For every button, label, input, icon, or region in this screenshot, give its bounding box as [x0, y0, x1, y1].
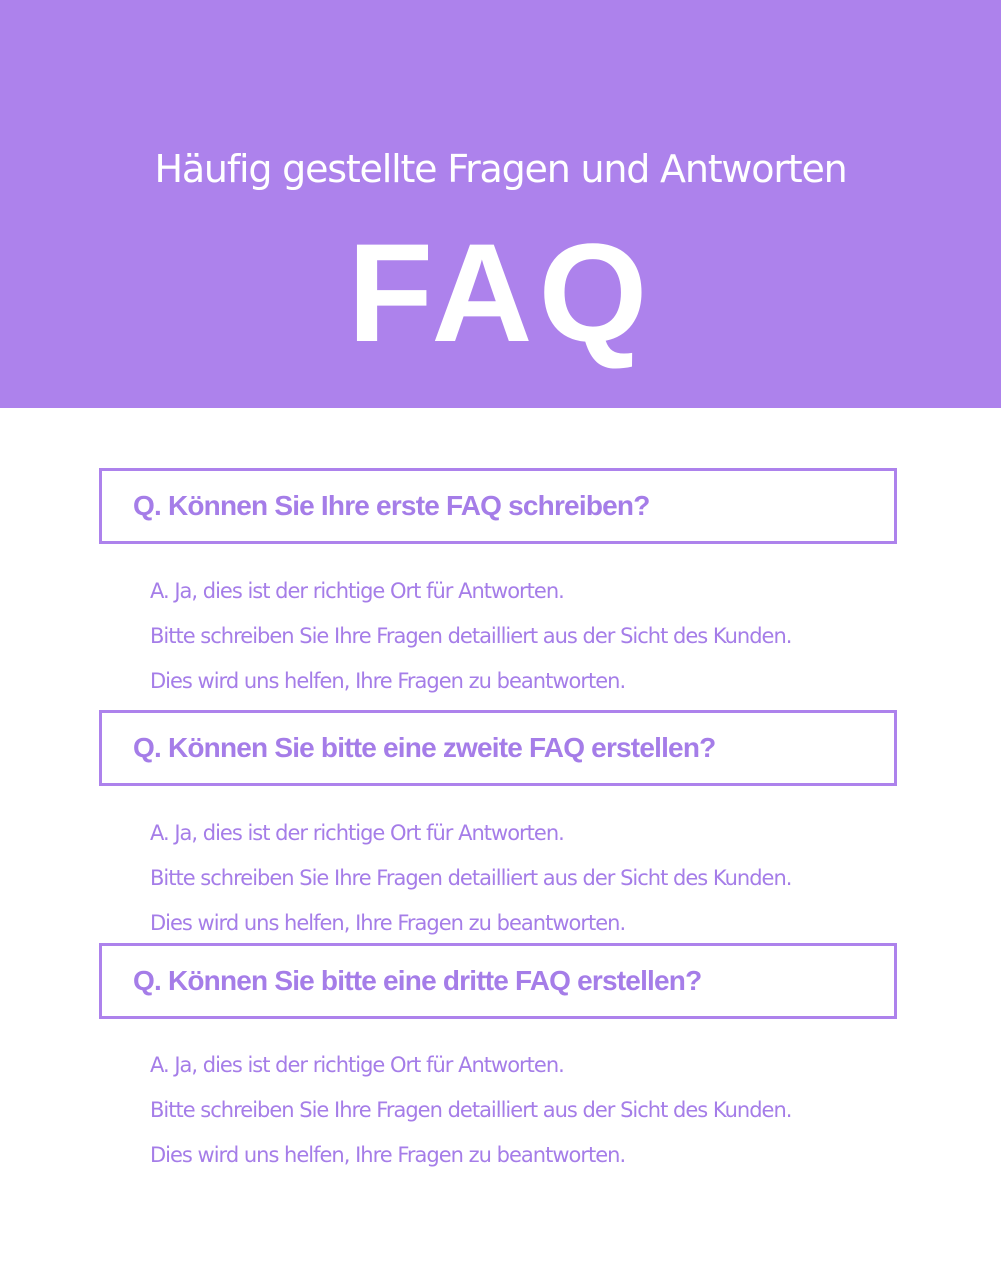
faq-answer-2 — [150, 811, 880, 946]
header-subtitle: Häufig gestellte Fragen und Antworten — [154, 147, 847, 191]
faq-answer-1 — [150, 569, 880, 704]
faq-question-2[interactable] — [99, 710, 897, 786]
header-title: FAQ — [347, 214, 654, 371]
faq-answer-3-line-2: Bitte schreiben Sie Ihre Fragen detailliert aus der Sicht des Kunden. — [150, 1098, 792, 1122]
faq-answer-1-line-1: A. Ja, dies ist der richtige Ort für Antworten. — [150, 579, 564, 603]
faq-answer-3-line-1: A. Ja, dies ist der richtige Ort für Antworten. — [150, 1053, 564, 1077]
faq-question-3-text: Q. Können Sie bitte eine dritte FAQ erstellen? — [133, 965, 702, 996]
faq-answer-3 — [150, 1043, 880, 1178]
faq-answer-2-line-2: Bitte schreiben Sie Ihre Fragen detailliert aus der Sicht des Kunden. — [150, 866, 792, 890]
faq-answer-3-line-3: Dies wird uns helfen, Ihre Fragen zu beantworten. — [150, 1143, 626, 1167]
faq-answer-1-line-2: Bitte schreiben Sie Ihre Fragen detailliert aus der Sicht des Kunden. — [150, 624, 792, 648]
faq-answer-2-line-3: Dies wird uns helfen, Ihre Fragen zu beantworten. — [150, 911, 626, 935]
faq-answer-1-line-3: Dies wird uns helfen, Ihre Fragen zu beantworten. — [150, 669, 626, 693]
faq-answer-2-line-1: A. Ja, dies ist der richtige Ort für Antworten. — [150, 821, 564, 845]
faq-question-1-text: Q. Können Sie Ihre erste FAQ schreiben? — [133, 490, 650, 521]
faq-question-2-text: Q. Können Sie bitte eine zweite FAQ erstellen? — [133, 732, 716, 763]
faq-question-3[interactable] — [99, 943, 897, 1019]
faq-question-1[interactable] — [99, 468, 897, 544]
